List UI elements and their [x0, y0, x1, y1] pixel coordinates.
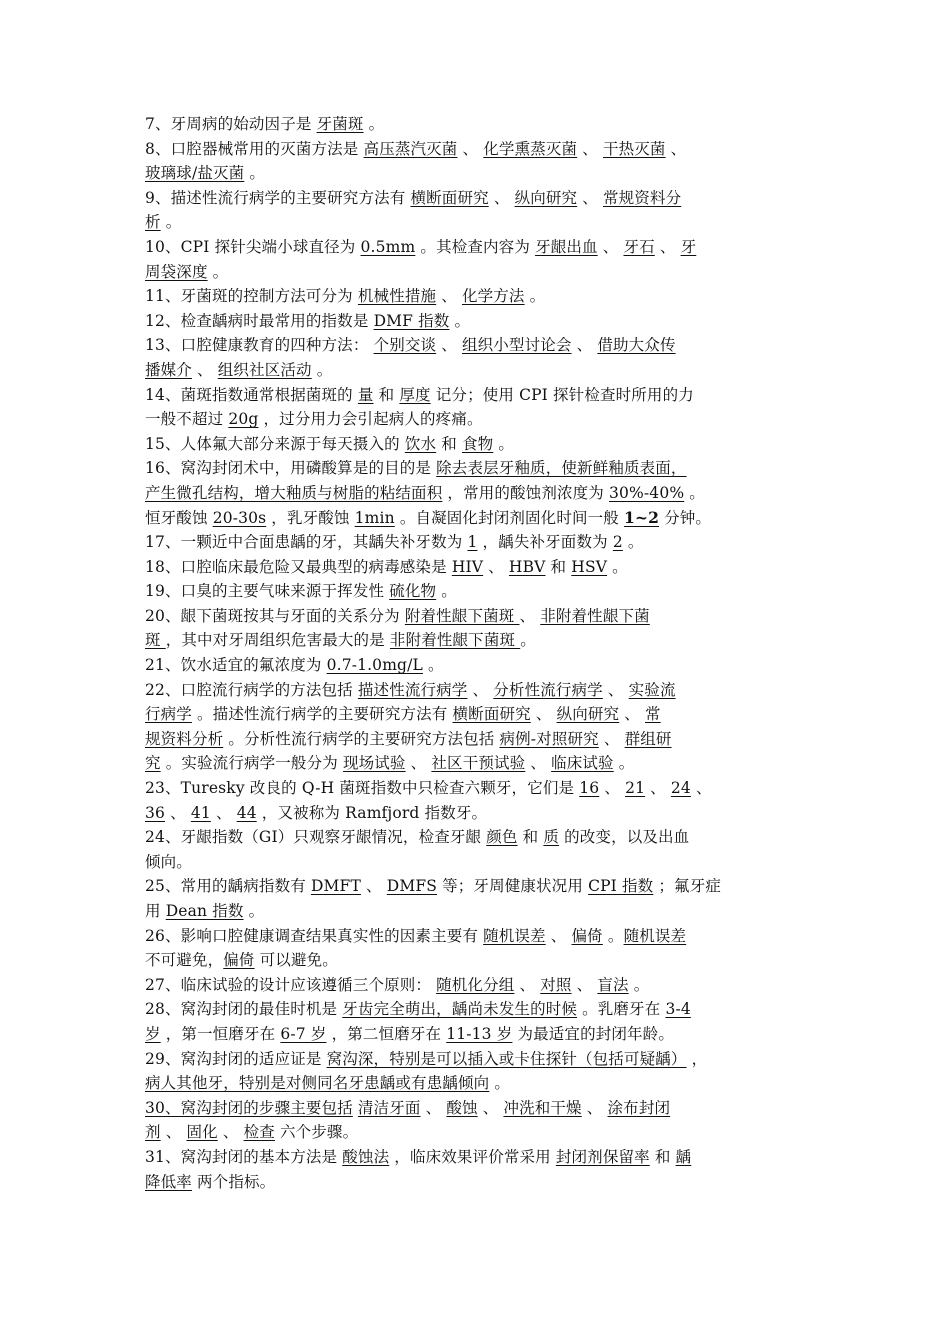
text-segment: 、 [457, 139, 484, 158]
answer-blank: HBV [508, 557, 546, 576]
text-segment: 、 [525, 754, 552, 773]
text-segment: 、 [191, 360, 218, 379]
text-segment: 。 [493, 434, 515, 453]
text-segment: 11、牙菌斑的控制方法可分为 [145, 287, 358, 306]
answer-blank: 随机误差 [483, 926, 546, 945]
text-segment: 。 [524, 287, 546, 306]
text-line [145, 874, 810, 899]
text-line [145, 899, 810, 924]
answer-blank: 剂 [145, 1123, 161, 1142]
answer-blank: 斑 [145, 631, 166, 650]
text-segment: 。 [449, 311, 471, 330]
answer-blank: 1min [354, 508, 395, 527]
text-segment: 、 [477, 1098, 504, 1117]
text-segment: 9、描述性流行病学的主要研究方法有 [145, 188, 411, 207]
text-line [145, 801, 810, 826]
answer-blank: 附着性龈下菌斑 [404, 606, 520, 625]
answer-blank: 酸蚀 [446, 1098, 478, 1117]
answer-blank: 30%-40% [609, 483, 685, 502]
text-segment: 等；牙周健康状况用 [437, 877, 589, 896]
text-segment: 、 [436, 287, 462, 306]
text-segment: 、 [665, 139, 687, 158]
answer-blank: 干热灭菌 [602, 139, 666, 158]
text-segment: 。描述性流行病学的主要研究方法有 [191, 705, 453, 724]
answer-blank: 纵向研究 [514, 188, 578, 207]
answer-blank: 检查 [243, 1123, 275, 1142]
text-segment: 倾向。 [145, 852, 192, 871]
answer-blank: 冲洗和干燥 [503, 1098, 582, 1117]
answer-blank: 清洁牙面 [357, 1098, 421, 1117]
answer-blank: 20g [228, 410, 259, 429]
text-segment: ，乳牙酸蚀 [266, 508, 355, 527]
answer-blank: 11-13 岁 [446, 1024, 513, 1043]
text-segment: 和 [649, 1147, 676, 1166]
text-segment: 。 [363, 115, 385, 133]
answer-blank: 社区干预试验 [431, 754, 526, 773]
text-segment: 不可避免， [145, 951, 224, 970]
answer-blank: 牙石 [623, 237, 655, 256]
answer-blank: 纵向研究 [556, 705, 620, 724]
answer-blank: 组织小型讨论会 [461, 336, 572, 355]
text-segment: 27、临床试验的设计应该遵循三个原则： [145, 975, 437, 994]
answer-blank: 20-30s [212, 508, 267, 527]
text-segment: 、 [654, 237, 681, 256]
text-segment: 。 [622, 533, 644, 552]
answer-blank: 横断面研究 [452, 705, 531, 724]
text-segment: 、 [598, 729, 625, 748]
text-segment: ，常用的酸蚀剂浓度为 [442, 483, 610, 502]
text-segment: 记分；使用 CPI 探针检查时所用的力 [430, 385, 694, 404]
answer-blank: 分析性流行病学 [493, 680, 603, 699]
answer-blank: 行病学 [145, 705, 192, 724]
text-segment: 。 [602, 926, 624, 945]
text-segment: 31、窝沟封闭的基本方法是 [145, 1147, 343, 1166]
answer-blank: 病例-对照研究 [499, 729, 599, 748]
text-segment: 19、口臭的主要气味来源于挥发性 [145, 582, 390, 601]
text-segment: 20、龈下菌斑按其与牙面的关系分为 [145, 606, 405, 625]
text-line [145, 1071, 810, 1096]
answer-blank: 随机误差 [623, 926, 687, 945]
text-line [145, 628, 810, 653]
answer-blank: 封闭剂保留率 [555, 1147, 650, 1166]
text-line [145, 358, 810, 383]
answer-blank: 质 [543, 828, 560, 847]
text-line [145, 333, 810, 358]
answer-blank: 酸蚀法 [342, 1147, 390, 1166]
answer-blank: 借助大众传 [597, 336, 676, 355]
answer-blank: 偏倚 [223, 951, 255, 970]
answer-blank: DMFS [386, 877, 438, 896]
text-segment: 用 [145, 902, 166, 920]
text-line [145, 530, 810, 555]
text-segment: 、 [467, 680, 494, 699]
answer-blank: 除去表层牙釉质，使新鲜釉质表面， [436, 459, 687, 478]
answer-blank: HIV [451, 557, 484, 576]
answer-blank: 现场试验 [342, 754, 406, 773]
answer-blank: 对照 [540, 975, 572, 994]
text-segment: 、 [602, 680, 629, 699]
text-line [145, 1096, 810, 1121]
text-line [145, 284, 810, 309]
text-line [145, 702, 810, 727]
text-segment: 的改变，以及出血 [559, 828, 690, 847]
text-segment: 两个指标。 [191, 1172, 276, 1191]
text-segment: 。 [160, 213, 182, 232]
text-segment: 、 [360, 877, 387, 896]
text-line [145, 973, 810, 998]
answer-blank: 颜色 [486, 828, 518, 847]
answer-blank: 24 [670, 779, 691, 798]
answer-blank: 牙齿完全萌出，龋尚未发生的时候 [342, 1000, 578, 1019]
text-line [145, 161, 810, 186]
answer-blank: 规资料分析 [145, 729, 224, 748]
text-line [145, 186, 810, 211]
text-line [145, 506, 810, 531]
text-line [145, 751, 810, 776]
answer-blank: 常规资料分 [603, 188, 682, 207]
text-segment: 、 [581, 1098, 608, 1117]
answer-blank: 周袋深度 [145, 262, 208, 281]
answer-blank: 41 [190, 803, 211, 822]
answer-blank: 机械性措施 [357, 287, 437, 306]
text-segment: 。 [311, 360, 333, 379]
answer-blank: 群组研 [624, 729, 672, 748]
answer-blank: CPI 指数 [588, 877, 654, 896]
answer-blank: 究 [145, 754, 161, 773]
answer-blank: 临床试验 [551, 754, 614, 773]
answer-blank: 6-7 岁 [280, 1024, 327, 1043]
text-segment: 、 [571, 975, 598, 994]
answer-blank: DMFT [310, 877, 361, 896]
text-segment: 23、Turesky 改良的 Q-H 菌斑指数中只检查六颗牙，它们是 [145, 779, 580, 798]
answer-blank: 涂布封闭 [607, 1098, 671, 1117]
text-line [145, 948, 810, 973]
text-segment: 24、牙龈指数（GI）只观察牙龈情况，检查牙龈 [145, 828, 487, 847]
text-line [145, 604, 810, 629]
answer-blank: 牙龈出血 [535, 237, 598, 256]
document-page [145, 112, 810, 1194]
answer-blank: 0.7-1.0mg/L [326, 656, 423, 675]
text-segment: 。 [684, 483, 705, 502]
text-line [145, 432, 810, 457]
text-segment: 、 [690, 779, 712, 798]
answer-blank: 岁 [145, 1024, 161, 1043]
text-segment: 18、口腔临床最危险又最典型的病毒感染是 [145, 557, 452, 576]
text-segment: 7、牙周病的始动因子是 [145, 115, 317, 133]
text-line [145, 825, 810, 850]
text-segment: ，第一恒磨牙在 [160, 1024, 281, 1043]
text-line [145, 1022, 810, 1047]
text-segment: 。 [613, 754, 635, 773]
text-segment: 可以避免。 [254, 951, 338, 970]
text-line [145, 137, 810, 162]
text-line [145, 260, 810, 285]
text-segment: 28、窝沟封闭的最佳时机是 [145, 1000, 343, 1019]
text-segment: 29、窝沟封闭的适应证是 [145, 1049, 327, 1068]
text-line [145, 1120, 810, 1145]
text-segment: ，又被称为 Ramfjord 指数牙。 [256, 803, 488, 822]
text-segment: 、 [645, 779, 671, 798]
answer-blank: 个别交谈 [373, 336, 437, 355]
answer-blank: 牙 [680, 237, 697, 256]
text-segment: ， [686, 1049, 708, 1068]
text-segment: 、 [545, 926, 572, 945]
text-segment: 恒牙酸蚀 [145, 508, 213, 527]
text-line [145, 555, 810, 580]
answer-blank: 21 [625, 779, 646, 798]
text-segment: 。 [489, 1074, 511, 1093]
answer-blank: 1 [467, 533, 478, 552]
answer-blank: 产生微孔结构，增大釉质与树脂的粘结面积 [145, 483, 443, 502]
text-segment: 、 [210, 803, 237, 822]
text-segment: 21、饮水适宜的氟浓度为 [145, 656, 327, 675]
answer-blank: 常 [645, 705, 661, 724]
answer-blank: HSV [571, 557, 608, 576]
text-segment: 。自凝固化封闭剂固化时间一般 [394, 508, 625, 527]
answer-blank: 病人其他牙，特别是对侧同名牙患龋或有患龋倾向 [145, 1074, 490, 1093]
answer-blank: 2 [612, 533, 623, 552]
text-segment: 25、常用的龋病指数有 [145, 877, 311, 896]
text-line [145, 850, 810, 875]
answer-blank: 44 [236, 803, 257, 822]
text-line [145, 579, 810, 604]
answer-blank: 36 [145, 803, 166, 822]
answer-blank: 厚度 [399, 385, 431, 404]
answer-blank: 量 [357, 385, 374, 404]
text-segment: 、 [530, 705, 557, 724]
text-segment: 、 [165, 803, 191, 822]
text-line [145, 112, 810, 137]
answer-blank: 降低率 [145, 1172, 192, 1191]
text-segment: 15、人体氟大部分来源于每天摄入的 [145, 434, 405, 453]
text-line [145, 309, 810, 334]
text-segment: 。 [436, 582, 457, 601]
text-segment: 、 [160, 1123, 187, 1142]
text-segment: 26、影响口腔健康调查结果真实性的因素主要有 [145, 926, 484, 945]
text-segment: 六个步骤。 [274, 1123, 359, 1142]
text-segment: 和 [373, 385, 400, 404]
answer-blank: 饮水 [404, 434, 437, 453]
answer-blank: 16 [579, 779, 600, 798]
text-segment: 13、口腔健康教育的四种方法： [145, 336, 374, 355]
answer-blank: 3-4 [665, 1000, 691, 1019]
answer-blank: 组织社区活动 [217, 360, 312, 379]
answer-blank: 玻璃球/盐灭菌 [145, 164, 245, 183]
text-segment: 17、一颗近中合面患龋的牙，其龋失补牙数为 [145, 533, 468, 552]
text-line [145, 1047, 810, 1072]
text-segment: 、 [405, 754, 432, 773]
answer-blank: 牙菌斑 [316, 115, 364, 133]
text-line [145, 776, 810, 801]
text-line [145, 653, 810, 678]
text-segment: 。分析性流行病学的主要研究方法包括 [223, 729, 500, 748]
text-segment: 、 [488, 188, 515, 207]
text-segment: 、 [483, 557, 509, 576]
text-segment: 12、检查龋病时最常用的指数是 [145, 311, 374, 330]
text-segment: 和 [545, 557, 572, 576]
text-segment: 一般不超过 [145, 410, 229, 429]
text-segment: ；氟牙症 [653, 877, 721, 896]
text-segment: 14、菌斑指数通常根据菌斑的 [145, 385, 358, 404]
text-segment: ，过分用力会引起病人的疼痛。 [258, 410, 483, 429]
answer-blank: 析 [145, 213, 161, 232]
answer-blank: 固化 [186, 1123, 218, 1142]
text-segment: 为最适宜的封闭年龄。 [512, 1024, 674, 1043]
text-segment: 和 [436, 434, 462, 453]
answer-blank: 0.5mm [360, 237, 416, 256]
text-segment: 。 [607, 557, 628, 576]
answer-blank: 随机化分组 [436, 975, 515, 994]
text-segment: 、 [519, 606, 541, 625]
answer-blank: 硫化物 [389, 582, 437, 601]
text-segment: 16、窝沟封闭术中，用磷酸算是的目的是 [145, 459, 437, 478]
text-line [145, 235, 810, 260]
text-segment: 、 [597, 237, 624, 256]
answer-blank: DMF 指数 [373, 311, 450, 330]
answer-blank: 龋 [675, 1147, 692, 1166]
answer-blank: 高压蒸汽灭菌 [363, 139, 458, 158]
text-segment: 、 [577, 188, 603, 207]
text-segment: ，龋失补牙面数为 [477, 533, 613, 552]
text-line [145, 1170, 810, 1195]
answer-blank: 实验流 [628, 680, 676, 699]
answer-blank: 横断面研究 [410, 188, 489, 207]
answer-blank: 窝沟深，特别是可以插入或卡住探针（包括可疑龋） [326, 1049, 687, 1068]
text-segment: 。 [243, 902, 265, 920]
answer-blank: 描述性流行病学 [357, 680, 468, 699]
answer-blank: 非附着性龈下菌斑 [389, 631, 521, 650]
text-segment: 。 [422, 656, 444, 675]
text-line [145, 924, 810, 949]
text-segment: 。实验流行病学一般分为 [160, 754, 343, 773]
text-line [145, 210, 810, 235]
text-segment: 和 [517, 828, 544, 847]
text-line [145, 1145, 810, 1170]
answer-blank: 食物 [461, 434, 494, 453]
text-segment: 8、口腔器械常用的灭菌方法是 [145, 139, 364, 158]
text-segment: 22、口腔流行病学的方法包括 [145, 680, 358, 699]
text-segment: 、 [599, 779, 626, 798]
text-segment: 、 [571, 336, 598, 355]
answer-blank: 盲法 [597, 975, 629, 994]
answer-blank: 播媒介 [145, 360, 192, 379]
text-segment: 、 [436, 336, 462, 355]
text-segment: 10、CPI 探针尖端小球直径为 [145, 237, 361, 256]
answer-blank: Dean 指数 [165, 902, 244, 920]
answer-blank: 非附着性龈下菌 [540, 606, 650, 625]
text-segment: 。 [244, 164, 266, 183]
text-segment: ，其中对牙周组织危害最大的是 [165, 631, 390, 650]
text-segment: 分钟。 [659, 508, 712, 527]
text-segment: 、 [217, 1123, 244, 1142]
text-line [145, 407, 810, 432]
answer-blank: 1~2 [624, 507, 660, 527]
text-line [145, 383, 810, 408]
text-segment: 、 [619, 705, 646, 724]
answer-blank: 化学熏蒸灭菌 [483, 139, 578, 158]
text-segment: 、 [514, 975, 541, 994]
text-segment: 、 [577, 139, 603, 158]
text-line [145, 678, 810, 703]
text-segment: ，临床效果评价常采用 [389, 1147, 556, 1166]
text-segment: 。乳磨牙在 [577, 1000, 666, 1019]
text-line [145, 997, 810, 1022]
text-line [145, 456, 810, 481]
text-segment: 。其检查内容为 [415, 237, 536, 256]
text-segment: 。 [207, 262, 229, 281]
text-line [145, 481, 810, 506]
text-segment: 。 [520, 631, 536, 650]
text-line [145, 727, 810, 752]
answer-blank: 30、窝沟封闭的步骤主要包括 [145, 1098, 353, 1117]
answer-blank: 偏倚 [571, 926, 603, 945]
answer-blank: 化学方法 [461, 287, 525, 306]
text-segment: 。 [628, 975, 650, 994]
text-segment: 、 [420, 1098, 447, 1117]
text-segment: ，第二恒磨牙在 [326, 1024, 447, 1043]
